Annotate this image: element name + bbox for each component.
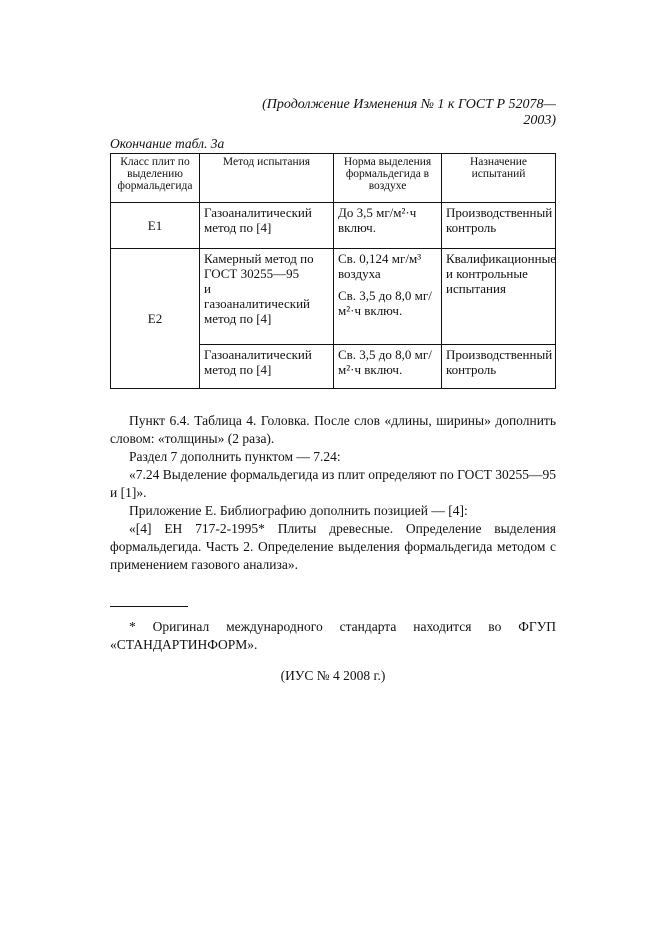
issue-info: (ИУС № 4 2008 г.) [280,668,386,683]
header-norm: Норма выделения формальдегида в воздухе [334,154,442,203]
paragraph: «7.24 Выделение формальдегида из плит определяют по ГОСТ 30255—95 и [1]». [110,467,556,500]
table-header-row [111,154,556,203]
class-cell: E2 [111,249,200,389]
footnote-divider [110,606,188,607]
purpose-cell: Квалификационные и контрольные испытания [442,249,556,345]
header-method: Метод испытания [200,154,334,203]
table-row [111,203,556,249]
method-text: Камерный метод по ГОСТ 30255—95 [204,251,314,281]
continuation-header: (Продолжение Изменения № 1 к ГОСТ Р 52078—2003) [262,97,556,128]
norm-cell: До 3,5 мг/м²·ч включ. [334,203,442,249]
table-caption: Окончание табл. 3а [110,136,225,151]
method-conjunction: и [204,281,211,296]
method-text: газоаналитический метод по [4] [204,296,310,326]
header-class: Класс плит по выделению формальдегида [111,154,200,203]
paragraph: Приложение Е. Библиографию дополнить позицией — [4]: [129,503,468,518]
formaldehyde-table [110,153,556,389]
method-cell: Газоаналитический метод по [4] [200,203,334,249]
paragraph: Раздел 7 дополнить пунктом — 7.24: [129,449,341,464]
norm-text: Св. 0,124 мг/м³ воздуха [338,251,422,281]
purpose-cell: Производственный контроль [442,345,556,389]
class-cell: E1 [111,203,200,249]
norm-cell: Св. 3,5 до 8,0 мг/м²·ч включ. [334,345,442,389]
norm-text: Св. 3,5 до 8,0 мг/м²·ч включ. [338,288,432,318]
purpose-cell: Производственный контроль [442,203,556,249]
method-cell: Газоаналитический метод по [4] [200,345,334,389]
table-row [111,249,556,345]
header-purpose: Назначение испытаний [442,154,556,203]
paragraph: «[4] ЕН 717-2-1995* Плиты древесные. Определение выделения формальдегида. Часть 2. Определение выделения формальдегида методом с применением газового анализа». [110,521,556,572]
paragraph: Пункт 6.4. Таблица 4. Головка. После слов «длины, ширины» дополнить словом: «толщины» (2 раза). [110,413,556,446]
method-cell [200,249,334,345]
norm-cell [334,249,442,345]
footnote: * Оригинал международного стандарта находится во ФГУП «СТАНДАРТИНФОРМ». [110,619,556,652]
